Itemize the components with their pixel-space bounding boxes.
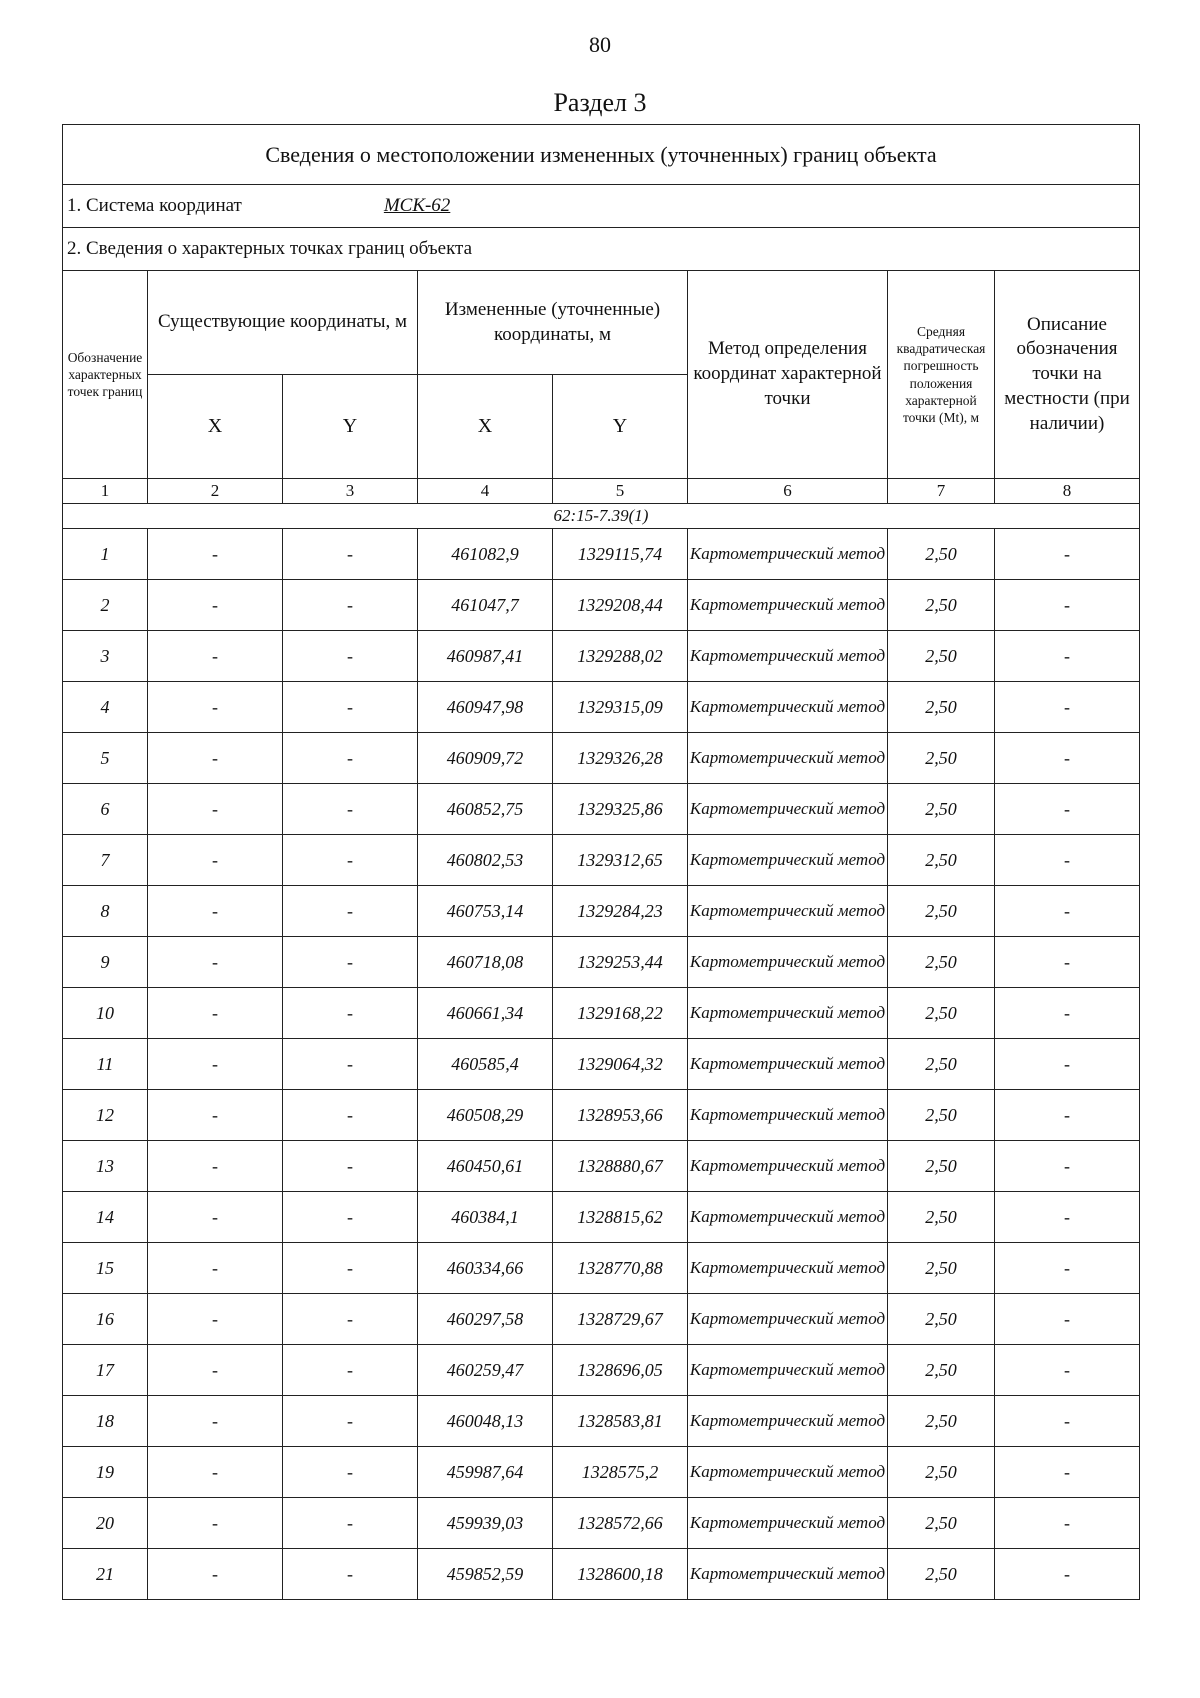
- cell-description: -: [995, 835, 1140, 886]
- cell-mean-error: 2,50: [888, 733, 995, 784]
- cell-existing-y: -: [283, 580, 418, 631]
- header-existing-x: X: [148, 375, 283, 479]
- cell-existing-x: -: [148, 682, 283, 733]
- cell-mean-error: 2,50: [888, 835, 995, 886]
- table-row: [63, 529, 1140, 580]
- cell-method: Картометрический метод: [688, 1498, 888, 1549]
- cell-existing-y: -: [283, 529, 418, 580]
- cell-existing-x: -: [148, 1192, 283, 1243]
- cell-method: Картометрический метод: [688, 1447, 888, 1498]
- cell-description: -: [995, 1549, 1140, 1600]
- column-numbers-row: [63, 479, 1140, 504]
- table-row: [63, 1447, 1140, 1498]
- table-row: [63, 580, 1140, 631]
- cell-existing-y: -: [283, 1039, 418, 1090]
- cell-changed-x: 460334,66: [418, 1243, 553, 1294]
- column-number: 2: [148, 479, 283, 504]
- table-row: [63, 886, 1140, 937]
- cell-changed-x: 460753,14: [418, 886, 553, 937]
- cell-existing-x: -: [148, 1294, 283, 1345]
- cell-changed-y: 1329325,86: [553, 784, 688, 835]
- cell-point-number: 5: [63, 733, 148, 784]
- cell-existing-y: -: [283, 1345, 418, 1396]
- cell-mean-error: 2,50: [888, 1141, 995, 1192]
- header-point-designation: Обозначение характерных точек границ: [63, 271, 148, 479]
- cell-existing-x: -: [148, 835, 283, 886]
- cell-mean-error: 2,50: [888, 1345, 995, 1396]
- cell-point-number: 11: [63, 1039, 148, 1090]
- cell-method: Картометрический метод: [688, 580, 888, 631]
- table-row: [63, 1345, 1140, 1396]
- cell-changed-y: 1329168,22: [553, 988, 688, 1039]
- cell-changed-y: 1329315,09: [553, 682, 688, 733]
- cell-changed-y: 1329284,23: [553, 886, 688, 937]
- column-number: 7: [888, 479, 995, 504]
- cell-description: -: [995, 1039, 1140, 1090]
- cell-changed-y: 1328953,66: [553, 1090, 688, 1141]
- cell-changed-y: 1329208,44: [553, 580, 688, 631]
- column-number: 1: [63, 479, 148, 504]
- cell-method: Картометрический метод: [688, 1090, 888, 1141]
- table-row: [63, 631, 1140, 682]
- cell-changed-x: 459987,64: [418, 1447, 553, 1498]
- cell-description: -: [995, 937, 1140, 988]
- cell-point-number: 6: [63, 784, 148, 835]
- cell-method: Картометрический метод: [688, 937, 888, 988]
- cell-existing-x: -: [148, 1396, 283, 1447]
- cell-method: Картометрический метод: [688, 682, 888, 733]
- cell-method: Картометрический метод: [688, 1039, 888, 1090]
- cell-description: -: [995, 1447, 1140, 1498]
- cell-point-number: 14: [63, 1192, 148, 1243]
- cell-existing-x: -: [148, 1549, 283, 1600]
- cell-existing-x: -: [148, 1345, 283, 1396]
- cell-mean-error: 2,50: [888, 1447, 995, 1498]
- cell-point-number: 15: [63, 1243, 148, 1294]
- cell-existing-y: -: [283, 682, 418, 733]
- cell-changed-y: 1329115,74: [553, 529, 688, 580]
- cell-description: -: [995, 580, 1140, 631]
- cell-mean-error: 2,50: [888, 1039, 995, 1090]
- cell-existing-x: -: [148, 580, 283, 631]
- cell-existing-y: -: [283, 1192, 418, 1243]
- cell-point-number: 9: [63, 937, 148, 988]
- cell-existing-x: -: [148, 784, 283, 835]
- header-changed-x: X: [418, 375, 553, 479]
- cell-description: -: [995, 733, 1140, 784]
- cell-description: -: [995, 1294, 1140, 1345]
- table-row: [63, 682, 1140, 733]
- header-description: Описание обозначения точки на местности (при наличии): [995, 271, 1140, 479]
- cell-existing-x: -: [148, 1141, 283, 1192]
- cell-existing-x: -: [148, 988, 283, 1039]
- cell-method: Картометрический метод: [688, 1345, 888, 1396]
- cell-description: -: [995, 1498, 1140, 1549]
- cell-changed-x: 460048,13: [418, 1396, 553, 1447]
- cell-mean-error: 2,50: [888, 1243, 995, 1294]
- cell-changed-x: 460259,47: [418, 1345, 553, 1396]
- table-row: [63, 1396, 1140, 1447]
- cell-existing-y: -: [283, 937, 418, 988]
- cell-method: Картометрический метод: [688, 886, 888, 937]
- cell-changed-x: 460450,61: [418, 1141, 553, 1192]
- cell-existing-y: -: [283, 835, 418, 886]
- cell-existing-y: -: [283, 1396, 418, 1447]
- cell-point-number: 7: [63, 835, 148, 886]
- cell-mean-error: 2,50: [888, 1396, 995, 1447]
- cell-method: Картометрический метод: [688, 835, 888, 886]
- page-number: 80: [589, 32, 611, 57]
- cell-changed-x: 459939,03: [418, 1498, 553, 1549]
- cell-mean-error: 2,50: [888, 1294, 995, 1345]
- column-number: 6: [688, 479, 888, 504]
- cell-changed-x: 460585,4: [418, 1039, 553, 1090]
- cell-point-number: 16: [63, 1294, 148, 1345]
- column-number: 4: [418, 479, 553, 504]
- cell-changed-y: 1328572,66: [553, 1498, 688, 1549]
- cell-point-number: 13: [63, 1141, 148, 1192]
- cell-existing-x: -: [148, 886, 283, 937]
- parcel-number: 62:15-7.39(1): [63, 504, 1140, 529]
- table-row: [63, 1294, 1140, 1345]
- cell-point-number: 8: [63, 886, 148, 937]
- cell-method: Картометрический метод: [688, 733, 888, 784]
- cell-point-number: 18: [63, 1396, 148, 1447]
- table-row: [63, 1498, 1140, 1549]
- cell-method: Картометрический метод: [688, 1141, 888, 1192]
- cell-mean-error: 2,50: [888, 580, 995, 631]
- cell-changed-y: 1328880,67: [553, 1141, 688, 1192]
- cell-point-number: 17: [63, 1345, 148, 1396]
- cell-description: -: [995, 631, 1140, 682]
- cell-existing-y: -: [283, 1549, 418, 1600]
- cell-existing-y: -: [283, 988, 418, 1039]
- cell-point-number: 12: [63, 1090, 148, 1141]
- coordinate-system-label: 1. Система координат: [67, 195, 242, 216]
- cell-description: -: [995, 1396, 1140, 1447]
- cell-changed-x: 460718,08: [418, 937, 553, 988]
- table-row: [63, 1141, 1140, 1192]
- table-title: Сведения о местоположении измененных (уточненных) границ объекта: [63, 125, 1140, 185]
- cell-point-number: 10: [63, 988, 148, 1039]
- cell-description: -: [995, 784, 1140, 835]
- cell-mean-error: 2,50: [888, 682, 995, 733]
- cell-changed-x: 460909,72: [418, 733, 553, 784]
- table-row: [63, 784, 1140, 835]
- table-row: [63, 988, 1140, 1039]
- cell-method: Картометрический метод: [688, 529, 888, 580]
- table-row: [63, 1549, 1140, 1600]
- cell-changed-x: 460297,58: [418, 1294, 553, 1345]
- cell-method: Картометрический метод: [688, 988, 888, 1039]
- cell-mean-error: 2,50: [888, 1549, 995, 1600]
- section-title: Раздел 3: [553, 88, 647, 117]
- cell-existing-y: -: [283, 1243, 418, 1294]
- cell-description: -: [995, 1090, 1140, 1141]
- cell-point-number: 19: [63, 1447, 148, 1498]
- cell-changed-y: 1328575,2: [553, 1447, 688, 1498]
- header-existing-coords: Существующие координаты, м: [148, 271, 418, 375]
- cell-changed-x: 461082,9: [418, 529, 553, 580]
- column-number: 3: [283, 479, 418, 504]
- cell-description: -: [995, 682, 1140, 733]
- cell-existing-x: -: [148, 937, 283, 988]
- cell-description: -: [995, 529, 1140, 580]
- column-number: 5: [553, 479, 688, 504]
- cell-changed-y: 1328815,62: [553, 1192, 688, 1243]
- cell-existing-x: -: [148, 1243, 283, 1294]
- cell-description: -: [995, 886, 1140, 937]
- cell-changed-x: 460987,41: [418, 631, 553, 682]
- coordinate-system-value: МСК-62: [383, 195, 451, 216]
- cell-description: -: [995, 1345, 1140, 1396]
- boundary-points-table: [62, 124, 1140, 1600]
- cell-existing-y: -: [283, 631, 418, 682]
- cell-existing-y: -: [283, 1090, 418, 1141]
- header-mean-error: Средняя квадратическая погрешность положения характерной точки (Mt), м: [888, 271, 995, 479]
- coordinate-system-row: [63, 185, 1140, 228]
- cell-mean-error: 2,50: [888, 529, 995, 580]
- header-existing-y: Y: [283, 375, 418, 479]
- table-row: [63, 1243, 1140, 1294]
- cell-mean-error: 2,50: [888, 1090, 995, 1141]
- cell-existing-y: -: [283, 1498, 418, 1549]
- table-row: [63, 733, 1140, 784]
- cell-mean-error: 2,50: [888, 631, 995, 682]
- cell-changed-x: 459852,59: [418, 1549, 553, 1600]
- cell-existing-y: -: [283, 1141, 418, 1192]
- cell-changed-x: 460852,75: [418, 784, 553, 835]
- cell-description: -: [995, 1141, 1140, 1192]
- cell-method: Картометрический метод: [688, 1396, 888, 1447]
- cell-description: -: [995, 1192, 1140, 1243]
- cell-existing-x: -: [148, 733, 283, 784]
- cell-changed-y: 1329326,28: [553, 733, 688, 784]
- cell-method: Картометрический метод: [688, 1243, 888, 1294]
- cell-method: Картометрический метод: [688, 631, 888, 682]
- cell-point-number: 1: [63, 529, 148, 580]
- cell-point-number: 20: [63, 1498, 148, 1549]
- cell-changed-x: 461047,7: [418, 580, 553, 631]
- cell-existing-y: -: [283, 1447, 418, 1498]
- cell-changed-x: 460947,98: [418, 682, 553, 733]
- table-row: [63, 1090, 1140, 1141]
- cell-mean-error: 2,50: [888, 937, 995, 988]
- table-row: [63, 1039, 1140, 1090]
- table-row: [63, 1192, 1140, 1243]
- cell-mean-error: 2,50: [888, 784, 995, 835]
- cell-changed-y: 1328770,88: [553, 1243, 688, 1294]
- table-row: [63, 937, 1140, 988]
- cell-mean-error: 2,50: [888, 1192, 995, 1243]
- cell-changed-x: 460508,29: [418, 1090, 553, 1141]
- cell-existing-y: -: [283, 1294, 418, 1345]
- column-number: 8: [995, 479, 1140, 504]
- cell-existing-x: -: [148, 1498, 283, 1549]
- cell-existing-x: -: [148, 1447, 283, 1498]
- cell-mean-error: 2,50: [888, 1498, 995, 1549]
- cell-changed-y: 1328696,05: [553, 1345, 688, 1396]
- cell-existing-y: -: [283, 733, 418, 784]
- cell-existing-x: -: [148, 1039, 283, 1090]
- cell-changed-x: 460802,53: [418, 835, 553, 886]
- cell-existing-y: -: [283, 886, 418, 937]
- cell-changed-y: 1329312,65: [553, 835, 688, 886]
- cell-description: -: [995, 1243, 1140, 1294]
- cell-point-number: 21: [63, 1549, 148, 1600]
- cell-method: Картометрический метод: [688, 1549, 888, 1600]
- cell-mean-error: 2,50: [888, 886, 995, 937]
- cell-changed-y: 1329253,44: [553, 937, 688, 988]
- cell-changed-y: 1328729,67: [553, 1294, 688, 1345]
- cell-changed-y: 1328600,18: [553, 1549, 688, 1600]
- header-method: Метод определения координат характерной точки: [688, 271, 888, 479]
- cell-method: Картометрический метод: [688, 1294, 888, 1345]
- cell-changed-y: 1328583,81: [553, 1396, 688, 1447]
- cell-existing-x: -: [148, 1090, 283, 1141]
- header-changed-coords: Измененные (уточненные) координаты, м: [418, 271, 688, 375]
- cell-existing-x: -: [148, 529, 283, 580]
- cell-point-number: 4: [63, 682, 148, 733]
- cell-changed-x: 460661,34: [418, 988, 553, 1039]
- cell-method: Картометрический метод: [688, 1192, 888, 1243]
- cell-method: Картометрический метод: [688, 784, 888, 835]
- table-row: [63, 835, 1140, 886]
- cell-mean-error: 2,50: [888, 988, 995, 1039]
- cell-point-number: 2: [63, 580, 148, 631]
- cell-description: -: [995, 988, 1140, 1039]
- points-info-label: 2. Сведения о характерных точках границ объекта: [63, 228, 1140, 271]
- cell-changed-y: 1329288,02: [553, 631, 688, 682]
- header-changed-y: Y: [553, 375, 688, 479]
- cell-changed-x: 460384,1: [418, 1192, 553, 1243]
- cell-changed-y: 1329064,32: [553, 1039, 688, 1090]
- cell-existing-y: -: [283, 784, 418, 835]
- cell-point-number: 3: [63, 631, 148, 682]
- cell-existing-x: -: [148, 631, 283, 682]
